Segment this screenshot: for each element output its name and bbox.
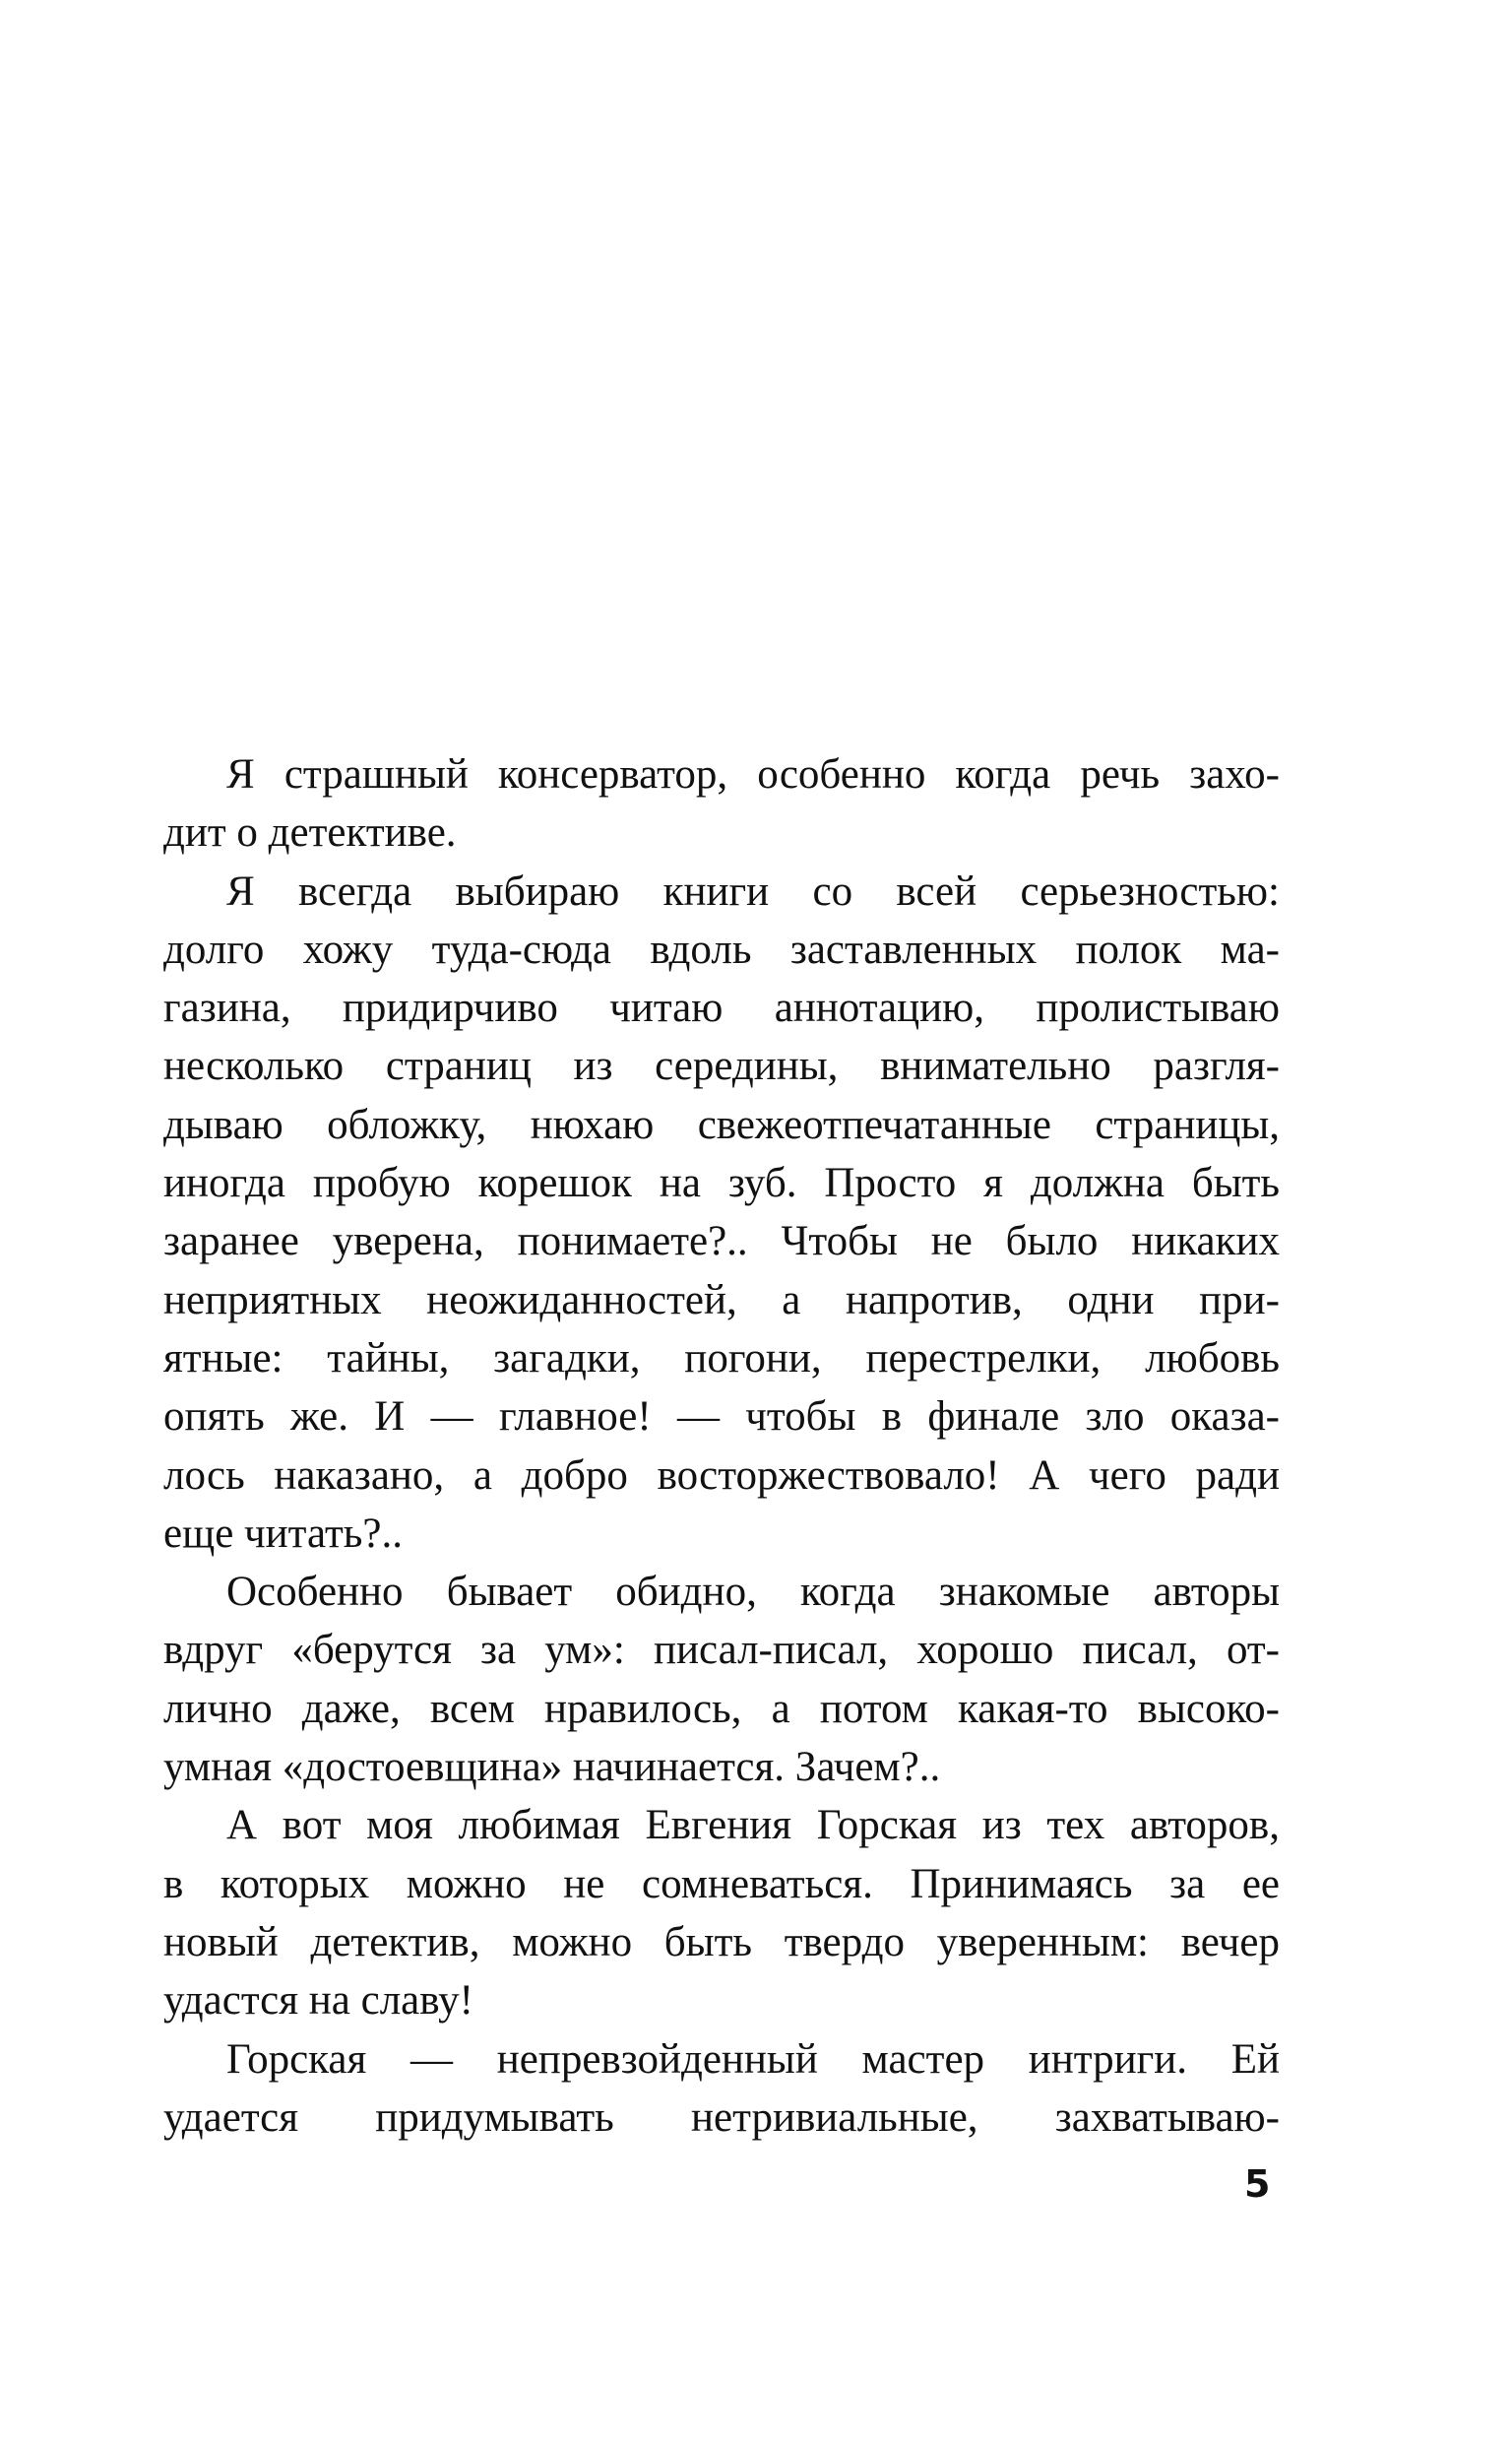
text-line: в которых можно не сомневаться. Принимаясь за ее: [163, 1860, 1280, 1907]
text-line: дываю обложку, нюхаю свежеотпечатанные страницы,: [163, 1101, 1280, 1148]
text-line: еще читать?..: [163, 1510, 403, 1557]
text-line: дит о детективе.: [163, 809, 457, 857]
paragraph: [163, 1563, 1280, 1796]
text-line: иногда пробую корешок на зуб. Просто я должна быть: [163, 1160, 1280, 1207]
text-line: опять же. И — главное! — чтобы в финале зло оказа-: [163, 1393, 1280, 1441]
text-line: неприятных неожиданностей, а напротив, одни при-: [163, 1276, 1280, 1323]
text-line: умная «достоевщина» начинается. Зачем?..: [163, 1744, 941, 1791]
text-line: ятные: тайны, загадки, погони, перестрелки, любовь: [163, 1334, 1280, 1382]
text-line: вдруг «берутся за ум»: писал-писал, хорошо писал, от-: [163, 1627, 1280, 1674]
text-line: несколько страниц из середины, внимательно разгля-: [163, 1043, 1280, 1090]
text-line: лично даже, всем нравилось, а потом какая-то высоко-: [163, 1685, 1280, 1732]
text-line: газина, придирчиво читаю аннотацию, пролистываю: [163, 985, 1280, 1032]
text-line: новый детектив, можно быть твердо уверенным: вечер: [163, 1918, 1280, 1965]
text-line: лось наказано, а добро восторжествовало! А чего ради: [163, 1451, 1280, 1499]
paragraph: [163, 1796, 1280, 2029]
paragraph: [163, 745, 1280, 863]
text-line: Я всегда выбираю книги со всей серьезностью:: [226, 868, 1280, 915]
paragraph: [163, 863, 1280, 1564]
text-line: Горская — непревзойденный мастер интриги. Ей: [226, 2035, 1280, 2083]
text-line: удастся на славу!: [163, 1977, 473, 2025]
text-line: долго хожу туда-сюда вдоль заставленных полок ма-: [163, 926, 1280, 973]
text-line: заранее уверена, понимаете?.. Чтобы не было никаких: [163, 1218, 1280, 1265]
text-line: Особенно бывает обидно, когда знакомые авторы: [226, 1569, 1280, 1616]
paragraph: [163, 2030, 1280, 2148]
page-number: 5: [1244, 2162, 1271, 2206]
text-line: Я страшный консерватор, особенно когда речь захо-: [226, 751, 1280, 798]
text-line: удается придумывать нетривиальные, захватываю-: [163, 2093, 1280, 2141]
text-line: А вот моя любимая Евгения Горская из тех авторов,: [226, 1802, 1280, 1849]
body-text: [163, 745, 1280, 2147]
